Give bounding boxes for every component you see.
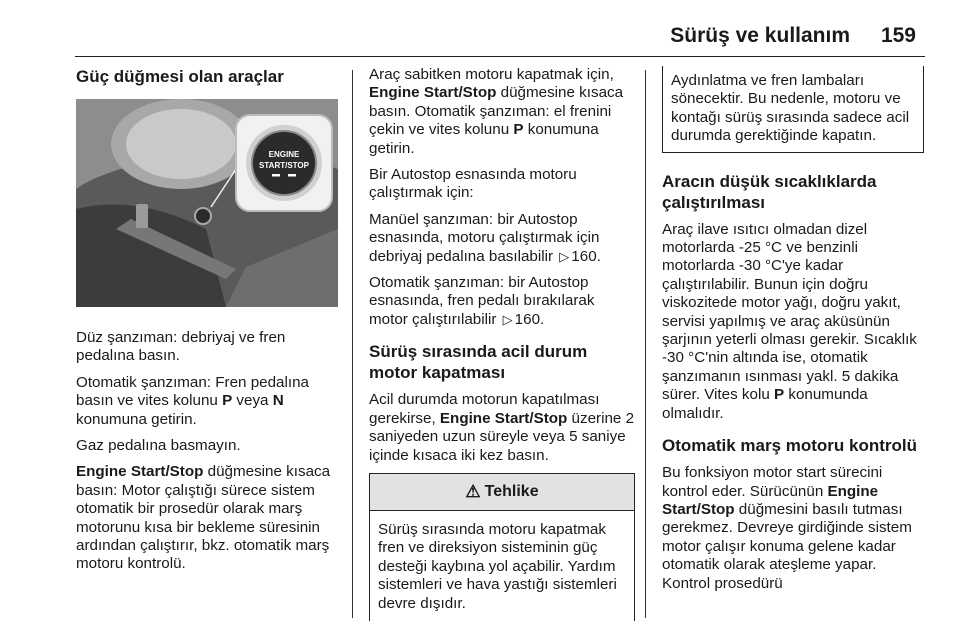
- warning-box: [369, 473, 635, 621]
- warning-header: [370, 474, 634, 511]
- paragraph-automatic: Otomatik şanzıman: Fren pedalına basın ve vites kolunu P veya N konumuna getirin.: [76, 373, 309, 428]
- section-heading-emergency: Sürüş sırasında acil durum motor kapatması: [369, 342, 588, 383]
- engine-label: ENGINE: [268, 150, 300, 159]
- ref-arrow-icon: ▷: [502, 311, 513, 327]
- ref-arrow-icon: ▷: [559, 248, 570, 264]
- paragraph-switch-off: Araç sabitken motoru kapatmak için, Engine Start/Stop düğmesine kısaca basın. Otomatik şanzıman: el frenini çekin ve vites kolunu P konumuna getirin.: [369, 66, 624, 157]
- dashboard-photo: [76, 99, 338, 307]
- paragraph-starter-control: Bu fonksiyon motor start sürecini kontrol eder. Sürücünün Engine Start/Stop düğmesini basılı tutması gerekmez. Devreye girdiğinde sistem motor çalışır konuma gelene kadar otomatik olarak ateşleme yapar. Kontrol prosedürü: [662, 464, 912, 592]
- column-divider-2: [645, 70, 646, 618]
- section-heading-starter-control: Otomatik marş motoru kontrolü: [662, 436, 918, 456]
- warning-text: Sürüş sırasında motoru kapatmak fren ve direksiyon sisteminin güç desteği kaybına yol açabilir. Yardım sistemleri ve hava yastığı sistemleri devre dışıdır.: [378, 520, 617, 612]
- column-3: [662, 66, 924, 601]
- page-ref[interactable]: 160.: [571, 247, 601, 265]
- warning-title: Tehlike: [484, 482, 539, 500]
- paragraph-emergency: Acil durumda motorun kapatılması gerekirse, Engine Start/Stop üzerine 2 saniyeden uzun süreyle veya 5 saniye içinde kısaca iki kez basın.: [369, 391, 635, 464]
- paragraph-gas: Gaz pedalına basmayın.: [76, 437, 241, 455]
- warning-icon: ⚠: [465, 481, 481, 501]
- paragraph-engine-start: Engine Start/Stop düğmesine kısaca basın: Motor çalıştığı sürece sistem otomatik bir prosedür olarak marş motorunu kısa bir bekleme süresinin ardından çalıştırır, bkz. otomatik marş motoru kontrolü.: [76, 463, 331, 573]
- warning-continued-text: Aydınlatma ve fren lambaları sönecektir. Bu nedenle, motoru ve kontağı sürüş sırasında sadece acil durumda gerektiğinde kapatın.: [671, 72, 910, 145]
- header-rule: [75, 56, 925, 57]
- warning-box-continued: [662, 66, 924, 153]
- paragraph-autostop-manual: Manüel şanzıman: bir Autostop esnasında, motoru çalıştırmak için debriyaj pedalına basılabilir ▷ 160.: [369, 210, 601, 265]
- page-ref[interactable]: 160.: [514, 310, 545, 328]
- section-heading-low-temp: Aracın düşük sıcaklıklarda çalıştırılması: [662, 171, 877, 212]
- paragraph-manual: Düz şanzıman: debriyaj ve fren pedalına basın.: [76, 329, 286, 365]
- paragraph-autostop-automatic: Otomatik şanzıman: bir Autostop esnasında, fren pedalı bırakılarak motor çalıştırılabilir ▷ 160.: [369, 274, 595, 328]
- start-stop-label: START/STOP: [259, 161, 309, 170]
- paragraph-autostop-intro: Bir Autostop esnasında motoru çalıştırmak için:: [369, 166, 577, 202]
- column-divider-1: [352, 70, 353, 618]
- header-title: Sürüş ve kullanım: [670, 24, 850, 47]
- page-number: 159: [880, 24, 916, 47]
- page-header: [0, 22, 960, 58]
- section-heading-power-button: Güç düğmesi olan araçlar: [76, 67, 284, 86]
- column-2: [369, 66, 635, 621]
- paragraph-low-temp: Araç ilave ısıtıcı olmadan dizel motorlarda -25 °C ve benzinli motorlarda -30 °C'ye kadar çalıştırılabilir. Bunun için doğru viskozitede motor yağı, doğru yakıt, servisi yapılmış ve araç aküsünün şarjının yeterli olması gerekir. Sıcaklık -30 °C'nin altında ise, otomatik şanzımanın ısınması yakl. 5 dakika sürer. Vites kolu P konumunda olmalıdır.: [662, 220, 917, 422]
- column-1: [76, 66, 344, 582]
